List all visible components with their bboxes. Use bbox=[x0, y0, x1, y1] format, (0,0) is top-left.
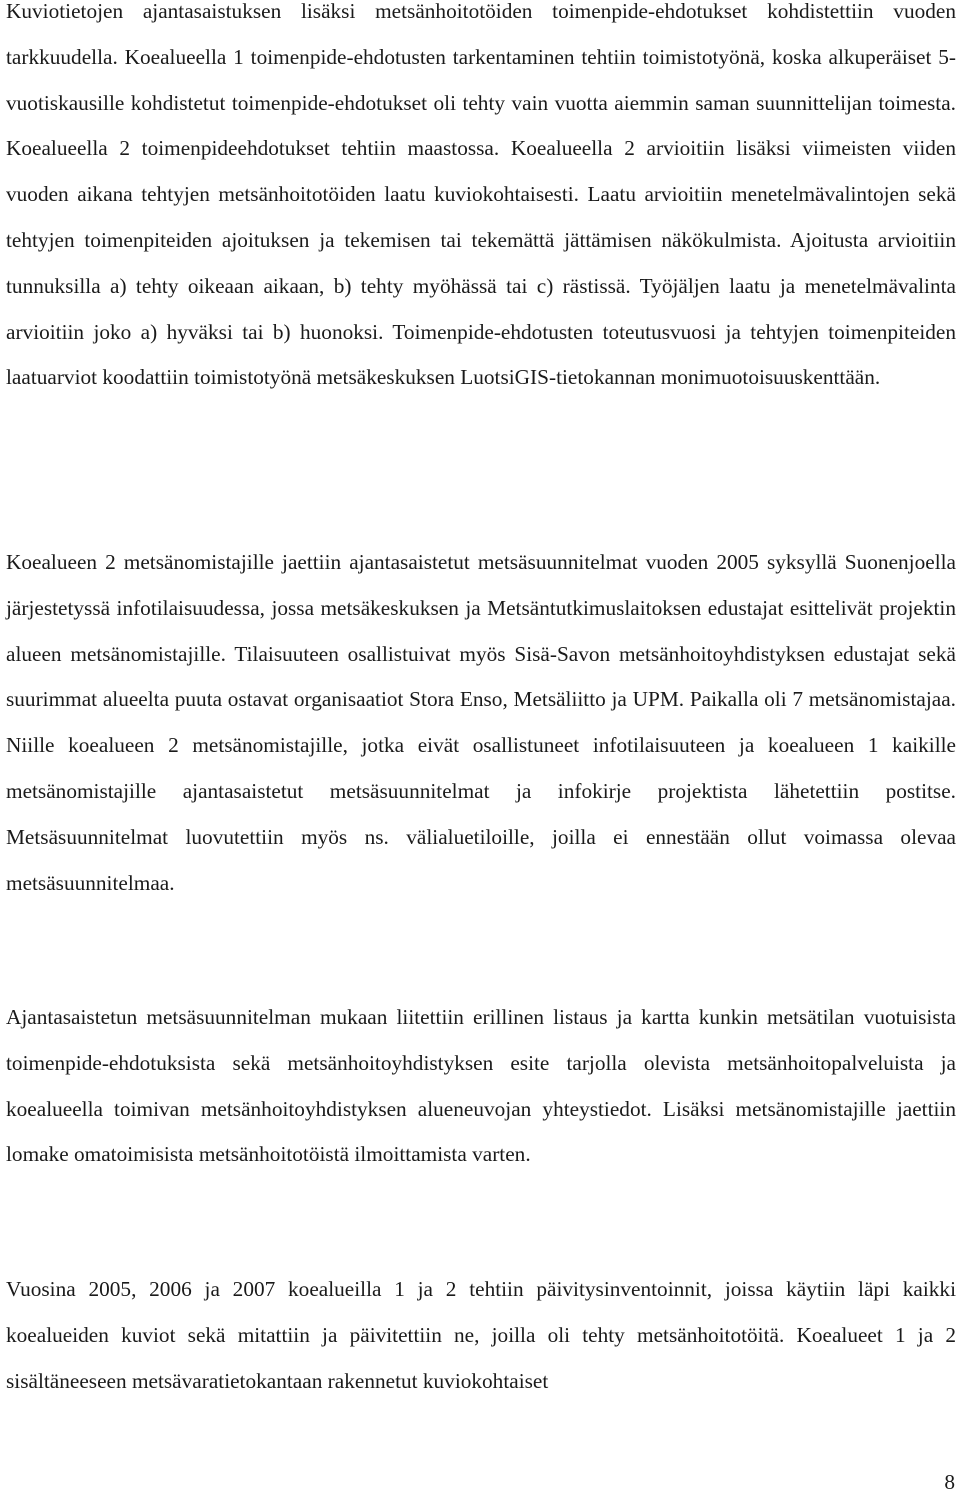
page-number: 8 bbox=[944, 1470, 955, 1494]
paragraph-vuosina: Vuosina 2005, 2006 ja 2007 koealueilla 1 ja 2 tehtiin päivitysinventoinnit, joissa käytiin läpi kaikki koealueiden kuviot sekä mitattiin ja päivitettiin ne, joilla oli tehty metsänhoitotöitä. Koealueet 1 ja 2 sisältäneeseen metsävaratietokantaan rakennetut kuviokohtaiset bbox=[6, 1277, 956, 1393]
paragraph-ajantasaistetun: Ajantasaistetun metsäsuunnitelman mukaan liitettiin erillinen listaus ja kartta kunkin metsätilan vuotuisista toimenpide-ehdotuksista sekä metsänhoitoyhdistyksen esite tarjolla olevista metsänhoitopalveluista ja koealueella toimivan metsänhoitoyhdistyksen alueneuvojan yhteystiedot. Lisäksi metsänomistajille jaettiin lomake omatoimisista metsänhoitotöistä ilmoittamista varten. bbox=[6, 1005, 956, 1167]
paragraph-kuviotietojen: Kuviotietojen ajantasaistuksen lisäksi metsänhoitotöiden toimenpide-ehdotukset kohdistettiin vuoden tarkkuudella. Koealueella 1 toimenpide-ehdotusten tarkentaminen tehtiin toimistotyönä, koska alkuperäiset 5-vuotiskausille kohdistetut toimenpide-ehdotukset oli tehty vain vuotta aiemmin saman suunnittelijan toimesta. Koealueella 2 toimenpideehdotukset tehtiin maastossa. Koealueella 2 arvioitiin lisäksi viimeisten viiden vuoden aikana tehtyjen metsänhoitotöiden laatu kuviokohtaisesti. Laatu arvioitiin menetelmävalintojen sekä tehtyjen toimenpiteiden ajoituksen ja tekemisen tai tekemättä jättämisen näkökulmista. Ajoitusta arvioitiin tunnuksilla a) tehty oikeaan aikaan, b) tehty myöhässä tai c) rästissä. Työjäljen laatu ja menetelmävalinta arvioitiin joko a) hyväksi tai b) huonoksi. Toimenpide-ehdotusten toteutusvuosi ja tehtyjen toimenpiteiden laatuarviot koodattiin toimistotyönä metsäkeskuksen LuotsiGIS-tietokannan monimuotoisuuskenttään. bbox=[6, 0, 956, 390]
paragraph-metsanomistajille: Koealueen 2 metsänomistajille jaettiin ajantasaistetut metsäsuunnitelmat vuoden 2005 syksyllä Suonenjoella järjestetyssä infotilaisuudessa, jossa metsäkeskuksen ja Metsäntutkimuslaitoksen edustajat esittelivät projektin alueen metsänomistajille. Tilaisuuteen osallistuivat myös Sisä-Savon metsänhoitoyhdistyksen edustajat sekä suurimmat alueelta puuta ostavat organisaatiot Stora Enso, Metsäliitto ja UPM. Paikalla oli 7 metsänomistajaa. Niille koealueen 2 metsänomistajille, jotka eivät osallistuneet infotilaisuuteen ja koealueen 1 kaikille metsänomistajille ajantasaistetut metsäsuunnitelmat ja infokirje projektista lähetettiin postitse. Metsäsuunnitelmat luovutettiin myös ns. välialuetiloille, joilla ei ennestään ollut voimassa olevaa metsäsuunnitelmaa. bbox=[6, 550, 956, 895]
